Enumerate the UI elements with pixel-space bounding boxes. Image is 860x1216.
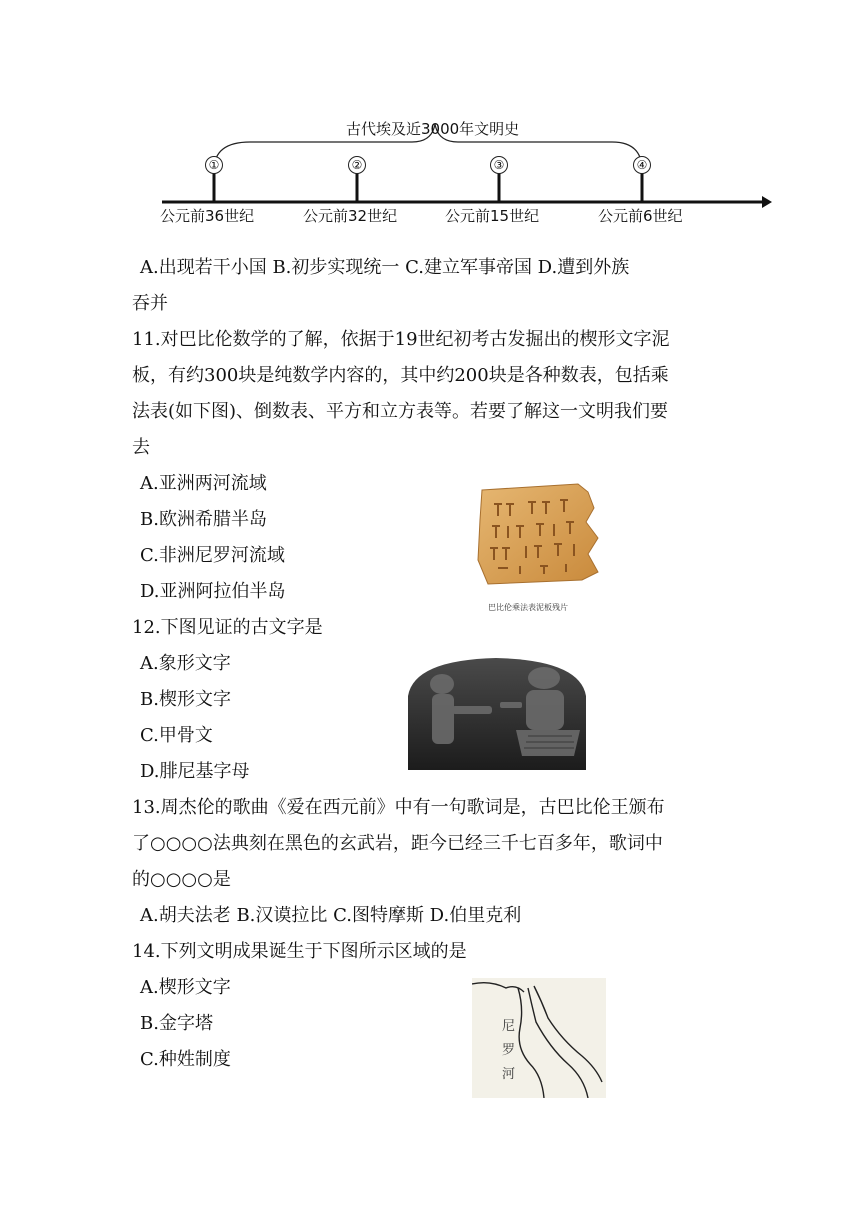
clay-tablet-image — [470, 480, 605, 600]
stele-relief-image — [404, 656, 588, 770]
q14-option-a: A.楔形文字 — [140, 977, 231, 998]
q12-stem: 12.下图见证的古文字是 — [132, 617, 323, 638]
q11-stem-line4: 去 — [132, 437, 150, 458]
q10-options: A.出现若干小国 B.初步实现统一 C.建立军事帝国 D.遭到外族 — [140, 257, 630, 278]
timeline-figure — [150, 110, 790, 230]
nile-label-3: 河 — [502, 1067, 516, 1082]
q11-stem-line1: 11.对巴比伦数学的了解，依据于19世纪初考古发掘出的楔形文字泥 — [132, 329, 670, 350]
nile-label-1: 尼 — [502, 1019, 516, 1034]
q12-option-d: D.腓尼基字母 — [140, 761, 250, 782]
q11-option-c: C.非洲尼罗河流域 — [140, 545, 285, 566]
timeline-mark-2: ② — [348, 156, 366, 174]
q12-option-c: C.甲骨文 — [140, 725, 213, 746]
timeline-label-4: 公元前6世纪 — [598, 207, 683, 225]
timeline-title: 古代埃及近3000年文明史 — [346, 120, 520, 138]
q11-option-d: D.亚洲阿拉伯半岛 — [140, 581, 286, 602]
timeline-mark-3: ③ — [490, 156, 508, 174]
timeline-mark-4: ④ — [633, 156, 651, 174]
timeline-label-1: 公元前36世纪 — [160, 207, 255, 225]
q12-option-b: B.楔形文字 — [140, 689, 231, 710]
timeline-label-3: 公元前15世纪 — [445, 207, 540, 225]
q11-stem-line2: 板，有约300块是纯数学内容的，其中约200块是各种数表，包括乘 — [132, 365, 669, 386]
q12-option-a: A.象形文字 — [140, 653, 231, 674]
q11-option-b: B.欧洲希腊半岛 — [140, 509, 267, 530]
nile-map-image — [472, 978, 606, 1098]
timeline-label-2: 公元前32世纪 — [303, 207, 398, 225]
clay-tablet-caption: 巴比伦乘法表泥板残片 — [488, 603, 568, 612]
q14-stem: 14.下列文明成果诞生于下图所示区域的是 — [132, 941, 467, 962]
q13-stem-line2: 了○○○○法典刻在黑色的玄武岩，距今已经三千七百多年，歌词中 — [132, 833, 663, 854]
q11-stem-line3: 法表(如下图)、倒数表、平方和立方表等。若要了解这一文明我们要 — [132, 401, 669, 422]
timeline-mark-1: ① — [205, 156, 223, 174]
q13-options: A.胡夫法老 B.汉谟拉比 C.图特摩斯 D.伯里克利 — [140, 905, 522, 926]
q13-stem-line3: 的○○○○是 — [132, 869, 231, 890]
q11-option-a: A.亚洲两河流域 — [140, 473, 267, 494]
q10-options-continued: 吞并 — [132, 293, 168, 314]
q14-option-b: B.金字塔 — [140, 1013, 213, 1034]
q13-stem-line1: 13.周杰伦的歌曲《爱在西元前》中有一句歌词是，古巴比伦王颁布 — [132, 797, 665, 818]
nile-label-2: 罗 — [502, 1043, 516, 1058]
q14-option-c: C.种姓制度 — [140, 1049, 231, 1070]
